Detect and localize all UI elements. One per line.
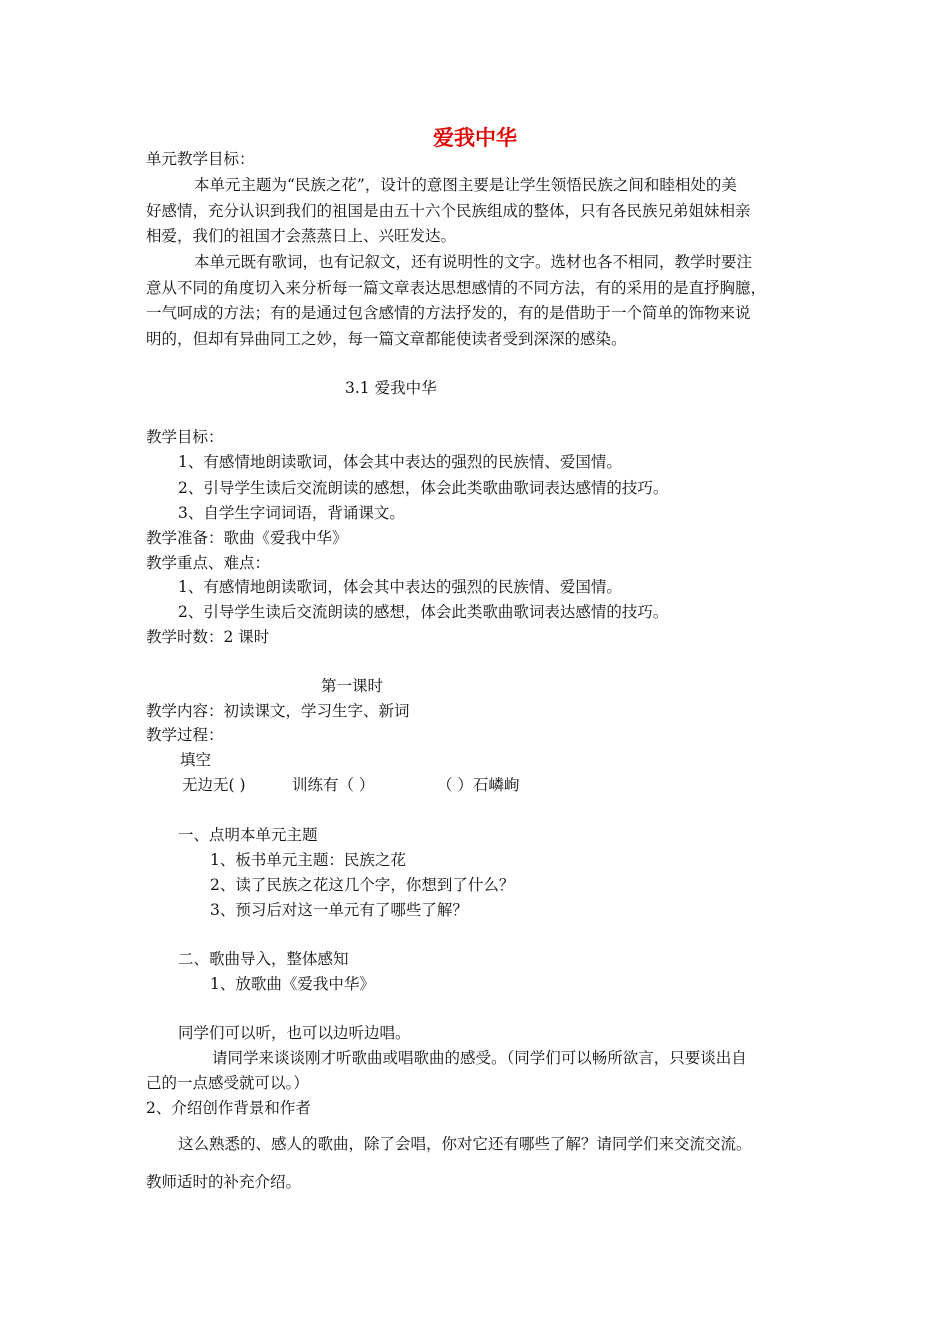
teaching-prep: 教学准备：歌曲《爱我中华》	[146, 529, 348, 547]
key-points-heading: 教学重点、难点：	[146, 554, 271, 572]
section-2-item: 1、放歌曲《爱我中华》	[210, 975, 375, 993]
unit-paragraph-1-line: 相爱，我们的祖国才会蒸蒸日上、兴旺发达。	[146, 227, 457, 245]
teacher-line: 教师适时的补充介绍。	[146, 1173, 302, 1191]
share-line: 己的一点感受就可以。）	[146, 1074, 309, 1092]
unit-paragraph-2-line: 意从不同的角度切入来分析每一篇文章表达思想感情的不同方法，有的采用的是直抒胸臆，	[146, 279, 767, 297]
listen-line: 同学们可以听，也可以边听边唱。	[178, 1024, 411, 1042]
document-title: 爱我中华	[433, 126, 517, 150]
section-1-item: 1、板书单元主题：民族之花	[210, 851, 406, 869]
unit-paragraph-1-line: 好感情，充分认识到我们的祖国是由五十六个民族组成的整体，只有各民族兄弟姐妹相亲	[146, 202, 751, 220]
fill-heading: 填空	[180, 751, 212, 769]
section-1-item: 3、预习后对这一单元有了哪些了解？	[210, 901, 468, 919]
section-1-item: 2、读了民族之花这几个字，你想到了什么？	[210, 876, 515, 894]
section-2-heading: 二、歌曲导入，整体感知	[178, 950, 349, 968]
share-line: 请同学来谈谈刚才听歌曲或唱歌曲的感受。（同学们可以畅所欲言，只要谈出自	[212, 1049, 747, 1067]
unit-paragraph-1-line: 本单元主题为“民族之花”，设计的意图主要是让学生领悟民族之间和睦相处的美	[194, 176, 737, 194]
section-2-item: 2、介绍创作背景和作者	[146, 1099, 311, 1117]
period-title: 第一课时	[321, 677, 384, 695]
key-point-item: 2、引导学生读后交流朗读的感想，体会此类歌曲歌词表达感情的技巧。	[178, 603, 669, 621]
fill-item: 无边无( )	[182, 776, 246, 794]
process-heading: 教学过程：	[146, 726, 224, 744]
fill-item: （ ）石嶙峋	[437, 776, 520, 794]
teaching-hours: 教学时数：2 课时	[146, 628, 270, 646]
lesson-title: 3.1 爱我中华	[345, 379, 437, 397]
key-point-item: 1、有感情地朗读歌词，体会其中表达的强烈的民族情、爱国情。	[178, 578, 622, 596]
unit-goal-heading: 单元教学目标：	[146, 150, 255, 168]
goal-item: 1、有感情地朗读歌词，体会其中表达的强烈的民族情、爱国情。	[178, 453, 622, 471]
goals-heading: 教学目标：	[146, 428, 224, 446]
section-1-heading: 一、点明本单元主题	[178, 826, 318, 844]
question-line: 这么熟悉的、感人的歌曲，除了会唱，你对它还有哪些了解？请同学们来交流交流。	[178, 1135, 752, 1153]
teaching-content: 教学内容：初读课文，学习生字、新词	[146, 702, 410, 720]
unit-paragraph-2-line: 本单元既有歌词，也有记叙文，还有说明性的文字。选材也各不相同，教学时要注	[194, 253, 753, 271]
fill-item: 训练有（ ）	[292, 776, 375, 794]
goal-item: 2、引导学生读后交流朗读的感想，体会此类歌曲歌词表达感情的技巧。	[178, 479, 669, 497]
goal-item: 3、自学生字词词语，背诵课文。	[178, 504, 405, 522]
unit-paragraph-2-line: 一气呵成的方法；有的是通过包含感情的方法抒发的，有的是借助于一个简单的饰物来说	[146, 304, 751, 322]
unit-paragraph-2-line: 明的，但却有异曲同工之妙，每一篇文章都能使读者受到深深的感染。	[146, 330, 627, 348]
